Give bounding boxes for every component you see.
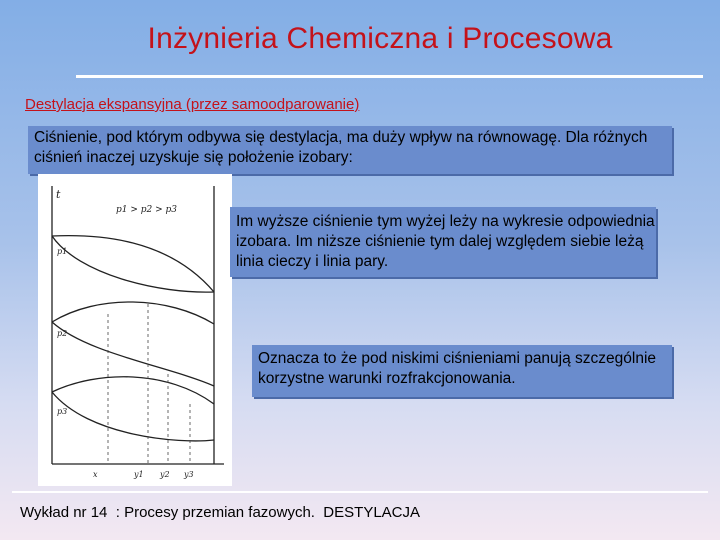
slide-title: Inżynieria Chemiczna i Procesowa	[147, 22, 613, 55]
x-tick-x: x	[93, 470, 98, 479]
y-axis-label: t	[56, 188, 61, 201]
isobar-3-label: p3	[57, 407, 68, 416]
isobar-diagram-svg	[38, 174, 232, 486]
slide-subtitle: Destylacja ekspansyjna (przez samoodparowanie)	[25, 96, 360, 113]
isobar-1-vapor-line	[52, 236, 214, 292]
isobar-3-vapor-line	[52, 377, 214, 404]
footer-text: Wykład nr 14 : Procesy przemian fazowych. DESTYLACJA	[20, 504, 421, 521]
slide-footer	[12, 491, 708, 537]
low-pressure-box	[252, 345, 672, 397]
x-tick-y3: y3	[184, 470, 194, 479]
pressure-info-box	[28, 126, 672, 174]
isobar-2-label: p2	[57, 329, 68, 338]
higher-pressure-text: Im wyższe ciśnienie tym wyżej leży na wykresie odpowiednia izobara. Im niższe ciśnienie tym dalej względem siebie leżą linia cieczy i linia pary.	[236, 213, 655, 270]
pressure-info-text: Ciśnienie, pod którym odbywa się destylacja, ma duży wpływ na równowagę. Dla różnych ciśnień inaczej uzyskuje się położenie izobary:	[34, 129, 648, 166]
pressure-relation-label: p1 > p2 > p3	[116, 205, 177, 215]
higher-pressure-box	[230, 207, 656, 277]
x-tick-y2: y2	[160, 470, 170, 479]
x-tick-y1: y1	[134, 470, 144, 479]
low-pressure-text: Oznacza to że pod niskimi ciśnieniami panują szczególnie korzystne warunki rozfrakcjonowania.	[258, 350, 657, 387]
isobar-1-liquid-line	[52, 236, 214, 292]
isobar-1-label: p1	[57, 247, 68, 256]
title-divider	[76, 75, 703, 78]
isobar-diagram	[38, 174, 232, 486]
isobar-2-vapor-line	[52, 302, 214, 324]
